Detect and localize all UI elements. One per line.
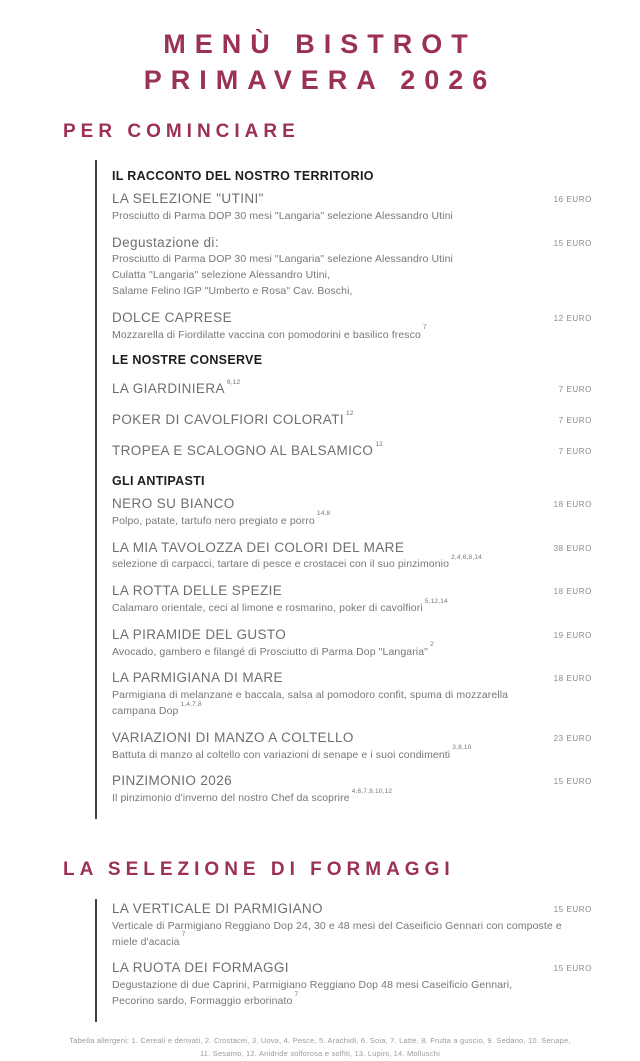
item-description: Degustazione di due Caprini, Parmigiano Reggiano Dop 48 mesi Caseificio Gennari, Pecorino sardo, Formaggio erborinato$^7$ (112, 979, 513, 1007)
section-heading-per-cominciare: PER COMINCIARE (63, 120, 300, 142)
page-title (0, 26, 640, 99)
menu-block-per-cominciare (95, 160, 592, 819)
allergen-numbers: 4,6,7,9,10,12 (351, 787, 393, 795)
item-description: Prosciutto di Parma DOP 30 mesi "Langaria" selezione Alessandro Utini (112, 209, 453, 222)
menu-item-la-rotta-delle-spezie (112, 583, 592, 617)
item-price: 7 EURO (558, 416, 592, 426)
menu-item-la-ruota-dei-formaggi (112, 960, 592, 1009)
item-description: Calamaro orientale, ceci al limone e rosmarino, poker di cavolfiori$^{5,12,14}$ (112, 597, 448, 614)
group-heading-antipasti: GLI ANTIPASTI (112, 473, 205, 488)
item-name: LA RUOTA DEI FORMAGGI (112, 960, 289, 976)
allergen-numbers: 12 (375, 440, 383, 448)
menu-item-la-verticale-di-parmigiano (112, 901, 592, 950)
allergen-numbers: 12 (346, 409, 354, 417)
item-name: VARIAZIONI DI MANZO A COLTELLO (112, 729, 354, 745)
item-price: 15 EURO (553, 905, 592, 914)
menu-block-formaggi (95, 899, 592, 1022)
item-name: Degustazione di: (112, 234, 219, 250)
item-name: LA VERTICALE DI PARMIGIANO (112, 901, 323, 916)
item-description: selezione di carpacci, tartare di pesce e crostacei con il suo pinzimonio$^{2,4,6,8,14}$ (112, 553, 482, 571)
item-description: Avocado, gambero e filangé di Prosciutto di Parma Dop "Langaria"$^2$ (112, 641, 434, 658)
group-heading-territorio: IL RACCONTO DEL NOSTRO TERRITORIO (112, 168, 374, 183)
allergen-numbers: 5,12,14 (424, 597, 448, 605)
allergen-numbers: 3,8,10 (452, 744, 472, 752)
menu-item-dolce-caprese (112, 310, 592, 344)
menu-item-nero-su-bianco (112, 496, 592, 530)
menu-item-degustazione-di (112, 235, 592, 300)
item-name: POKER DI CAVOLFIORI COLORATI $^{12}$ (112, 409, 354, 428)
item-description: Il pinzimonio d'inverno del nostro Chef da scoprire$^{4,6,7,9,10,12}$ (112, 787, 393, 805)
menu-item-la-selezione-utini (112, 191, 592, 225)
item-price: 38 EURO (553, 543, 592, 553)
item-name: NERO SU BIANCO (112, 495, 235, 511)
allergen-numbers: 7 (422, 324, 427, 331)
item-name: LA GIARDINIERA $^{9,12}$ (112, 378, 241, 397)
allergen-numbers: 9,12 (226, 378, 241, 386)
section-heading-formaggi: LA SELEZIONE DI FORMAGGI (63, 859, 455, 880)
item-price: 19 EURO (553, 630, 592, 640)
menu-item-la-mia-tavolozza (112, 540, 592, 574)
item-description: Verticale di Parmigiano Reggiano Dop 24, 30 e 48 mesi del Caseificio Gennari con composte e miele d'acacia$^7$ (112, 919, 562, 948)
menu-item-variazioni-di-manzo (112, 730, 592, 764)
item-name: LA SELEZIONE "UTINI" (112, 190, 264, 206)
item-description: Parmigiana di melanzane e baccala, salsa al pomodoro confit, spuma di mozzarella campana Dop$^{1,4,7,8}$ (112, 689, 509, 717)
allergen-numbers: 2,4,6,8,14 (451, 553, 482, 561)
item-description: Mozzarella di Fiordilatte vaccina con pomodorini e basilico fresco$^7$ (112, 324, 427, 341)
item-price: 18 EURO (553, 587, 592, 597)
item-name: PINZIMONIO 2026 (112, 773, 233, 789)
menu-item-tropea-e-scalogno (112, 440, 592, 460)
item-price: 7 EURO (558, 447, 592, 456)
menu-item-la-giardiniera (112, 378, 592, 398)
allergen-table-line2: 11. Sesamo, 12. Anidride solforosa e solfiti, 13. Lupini, 14. Molluschi (199, 1049, 441, 1059)
menu-item-poker-di-cavolfiori (112, 409, 592, 429)
allergen-numbers: 14,8 (316, 510, 331, 518)
page-title-line1: MENÙ BISTROT (163, 29, 477, 59)
allergen-numbers: 7 (181, 931, 186, 939)
item-price: 7 EURO (558, 385, 592, 395)
menu-item-pinzimonio-2026 (112, 773, 592, 807)
item-description: Polpo, patate, tartufo nero pregiato e porro$^{14,8}$ (112, 510, 331, 527)
item-name: DOLCE CAPRESE (112, 309, 232, 325)
item-name: LA ROTTA DELLE SPEZIE (112, 583, 283, 599)
item-price: 18 EURO (553, 499, 592, 509)
allergen-table-line1: Tabella allergeni: 1. Cereali e derivati, 2. Crostacei, 3. Uova, 4. Pesce, 5. Arachidi, 6. Soia, 7. Latte, 8. Frutta a guscio, 9. Sedano, 10. Senape, (69, 1035, 571, 1045)
group-heading-conserve: LE NOSTRE CONSERVE (112, 353, 263, 368)
menu-item-la-parmigiana-di-mare (112, 670, 592, 719)
allergen-numbers: 1,4,7,8 (180, 700, 202, 708)
menu-item-la-piramide-del-gusto (112, 627, 592, 661)
page-title-line2: PRIMAVERA 2026 (143, 65, 497, 96)
allergen-numbers: 2 (430, 641, 434, 649)
item-price: 16 EURO (553, 194, 592, 204)
item-price: 15 EURO (553, 238, 592, 248)
allergen-table (0, 1034, 640, 1061)
item-name: TROPEA E SCALOGNO AL BALSAMICO $^{12}$ (112, 440, 383, 458)
item-name: LA PARMIGIANA DI MARE (112, 670, 283, 686)
item-name: LA PIRAMIDE DEL GUSTO (112, 626, 287, 642)
item-price: 15 EURO (553, 777, 592, 787)
item-price: 18 EURO (553, 674, 592, 684)
item-name: LA MIA TAVOLOZZA DEI COLORI DEL MARE (112, 539, 405, 555)
item-description: Battuta di manzo al coltello con variazioni di senape e i suoi condimenti$^{3,8,10}$ (112, 744, 472, 761)
menu-page (0, 26, 640, 1059)
item-price: 12 EURO (553, 313, 592, 323)
item-price: 23 EURO (553, 733, 592, 743)
item-price: 15 EURO (553, 964, 592, 974)
item-description: Prosciutto di Parma DOP 30 mesi "Langaria" selezione Alessandro Utini Culatta "Langaria" selezione Alessandro Utini, Salame Felino IGP "Umberto e Rosa" Cav. Boschi, (112, 253, 453, 297)
allergen-numbers: 7 (294, 990, 299, 998)
